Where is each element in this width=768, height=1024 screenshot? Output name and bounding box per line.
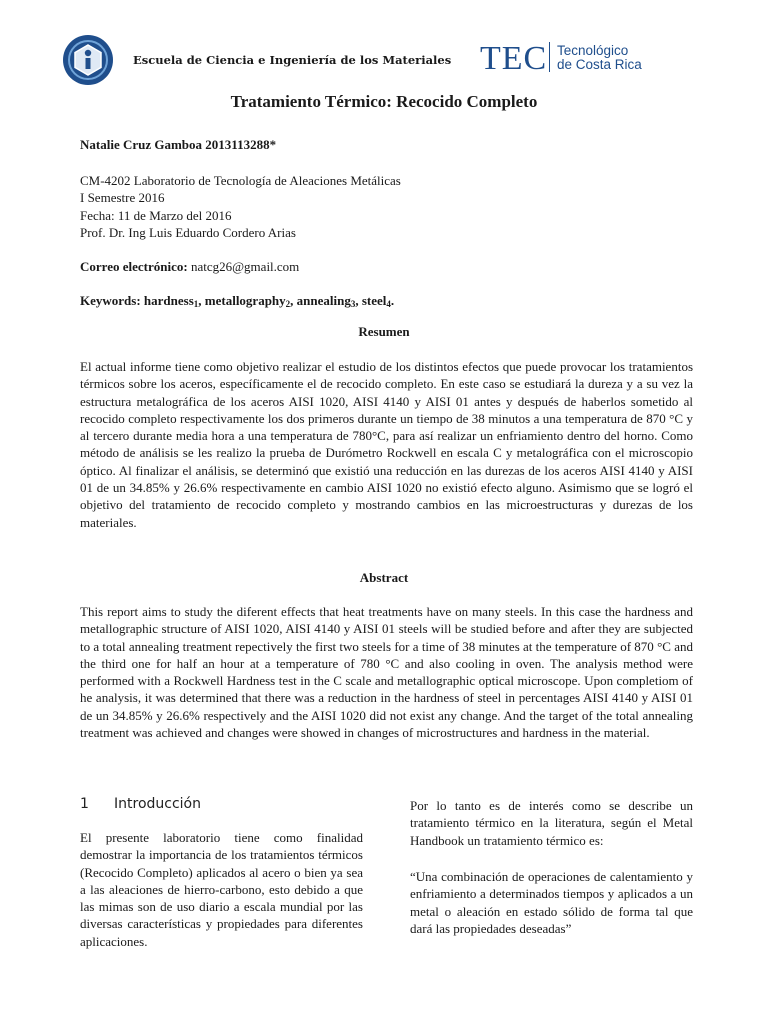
abstract-text: This report aims to study the diferent effects that heat treatments have on many steels. In this case the hardness and metallographic structure of AISI 1020, AISI 4140 y AISI 01 steels will be studied before and after they are subjected to a total annealing treatment repectively the first two steels for a time of 38 minutes at the temperature of 870 °C and the third one for half an hour at a temperature of 780 °C and also cooling in oven. The analysis method were performed with a Rockwell Hardness test in the C scale and metallographic optical microscope. Upon completiom of he analysis, it was determined that there was a reduction in the hardness of steel in percentages AISI 4140 y AISI 01 de un 34.85% y 26.6% respectively and the AISI 1020 did not exist any change. And the target of the total annealing treatment was achieved and changes were showed in changes of microstructures and hardness in the material.: [80, 604, 693, 741]
keywords-label: Keywords:: [80, 293, 141, 308]
course-info: [80, 172, 401, 242]
paper-title: Tratamiento Térmico: Recocido Completo: [230, 92, 538, 111]
keywords-line: [80, 293, 394, 309]
resumen-text: El actual informe tiene como objetivo realizar el estudio de los distintos efectos que puede provocar los tratamientos térmicos sobre los aceros, específicamente el de recocido completo. En este caso se estudiará la dureza y a su vez la estructura metalográfica de los aceros AISI 1020, AISI 4140 y AISI 01 antes y después de haberlos sometido al recocido completo respectivamente los dos primeros durante un tiempo de 38 minutos a una temperatura de 870 °C y al tercero durante media hora a una temperatura de 780°C, para así realizar un enfriamiento dentro del horno. Como método de análisis se les realizo la prueba de Durómetro Rockwell en escala C y metalográfica con el microscopio óptico. Al finalizar el análisis, se determinó que existió una reducción en las durezas de los aceros AISI 4140 y AISI 01 de un 34.85% y 26.6% respectivamente en cambio AISI 1020 no existió efecto alguno. Asimismo que se logró el objetivo del tratamiento de recocido completo y mostrando cambios en las microestructuras y durezas de los materiales.: [80, 359, 693, 530]
email-line: [80, 259, 299, 275]
tec-logo-name: [557, 44, 642, 72]
resumen-heading: Resumen: [358, 324, 410, 339]
abstract-heading: Abstract: [359, 570, 409, 585]
tec-logo-divider: [549, 42, 550, 72]
keyword-item: steel$_4$.: [361, 293, 395, 309]
tec-logo-abbr: TEC: [480, 40, 548, 77]
course-line: CM-4202 Laboratorio de Tecnología de Aleaciones Metálicas: [80, 173, 401, 188]
author: Natalie Cruz Gamboa 2013113288*: [80, 137, 277, 152]
section-number: 1: [80, 796, 89, 812]
keyword-item: metallography$_2$,: [204, 293, 297, 309]
date-line: Fecha: 11 de Marzo del 2016: [80, 207, 232, 223]
keyword-item: annealing$_3$,: [296, 293, 362, 309]
tec-name-line1: Tecnológico: [557, 43, 629, 58]
intro-left-paragraph: El presente laboratorio tiene como finalidad demostrar la importancia de los tratamientos térmicos (Recocido Completo) aplicados al acero o bien ya sea a las aleaciones de hierro-carbono, esto debido a que las mimas son de uso diario a escala mundial por las diversas características y propiedades para diferentes aplicaciones.: [80, 830, 363, 949]
email-value: natcg26@gmail.com: [190, 259, 300, 274]
professor-line: Prof. Dr. Ing Luis Eduardo Cordero Arias: [80, 225, 296, 241]
keyword-item: hardness$_1$,: [143, 293, 205, 309]
email-label: Correo electrónico:: [80, 259, 188, 274]
tec-name-line2: de Costa Rica: [557, 57, 642, 72]
intro-right-paragraph: Por lo tanto es de interés como se describe un tratamiento térmico en la literatura, según el Metal Handbook un tratamiento térmico es:: [410, 798, 693, 848]
school-name: Escuela de Ciencia e Ingeniería de los Materiales: [133, 53, 452, 67]
intro-quote: “Una combinación de operaciones de calentamiento y enfriamiento a determinados tiempos y aplicados a un metal o aleación en estado sólido de forma tal que dará las propiedades deseadas”: [410, 869, 693, 936]
section-heading: [80, 796, 201, 812]
semester-line: I Semestre 2016: [80, 190, 165, 206]
section-title: Introducción: [114, 796, 201, 812]
school-logo-icon: [62, 34, 114, 86]
